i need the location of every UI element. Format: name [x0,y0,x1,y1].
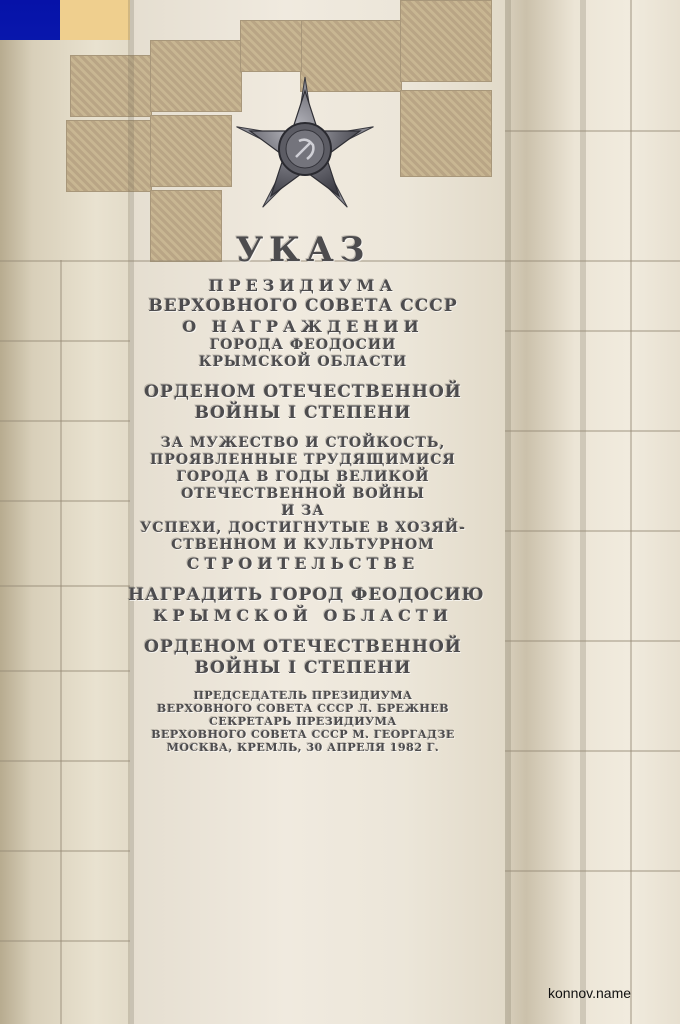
inscription-line: ОРДЕНОМ ОТЕЧЕСТВЕННОЙ [144,382,462,402]
masonry-joint [0,940,130,942]
rough-stone-block [150,115,232,187]
inscription-line: И ЗА [281,503,325,519]
masonry-joint [505,870,680,872]
inscription-line: УСПЕХИ, ДОСТИГНУТЫЕ В ХОЗЯЙ- [140,520,466,536]
order-star-emblem [232,74,378,224]
inscription-line: ПРЕЗИДИУМА [208,276,398,295]
signature-line: СЕКРЕТАРЬ ПРЕЗИДИУМА [209,715,397,728]
signature-line: ВЕРХОВНОГО СОВЕТА СССР Л. БРЕЖНЕВ [156,702,450,715]
masonry-joint [0,850,130,852]
masonry-joint [0,420,130,422]
rough-stone-block [66,120,152,192]
inscription-line: ГОРОДА ФЕОДОСИИ [209,337,397,353]
watermark: konnov.name [548,985,632,1001]
signature-line: ВЕРХОВНОГО СОВЕТА СССР М. ГЕОРГАДЗЕ [151,728,455,741]
inscription-line: ВОЙНЫ I СТЕПЕНИ [194,658,412,678]
masonry-joint [630,0,632,1024]
masonry-joint [0,585,130,587]
rough-stone-block [400,0,492,82]
inscription-line: ВЕРХОВНОГО СОВЕТА СССР [148,296,458,316]
rough-stone-block [70,55,152,117]
inscription-line: ПРОЯВЛЕННЫЕ ТРУДЯЩИМИСЯ [150,452,456,468]
inscription-line: ЗА МУЖЕСТВО И СТОЙКОСТЬ, [160,435,446,451]
inscription-line: ОТЕЧЕСТВЕННОЙ ВОЙНЫ [181,486,425,502]
masonry-joint [60,260,62,1024]
masonry-joint [0,340,130,342]
masonry-joint [505,750,680,752]
signature-line: МОСКВА, КРЕМЛЬ, 30 АПРЕЛЯ 1982 Г. [166,741,440,754]
decree-title: УКАЗ [235,230,371,270]
rough-stone-block [240,20,302,72]
masonry-joint [505,430,680,432]
masonry-joint [505,130,680,132]
masonry-joint [505,530,680,532]
inscription-line: НАГРАДИТЬ ГОРОД ФЕОДОСИЮ [128,585,485,605]
inscription-line: КРЫМСКОЙ ОБЛАСТИ [153,606,453,625]
signature-line: ПРЕДСЕДАТЕЛЬ ПРЕЗИДИУМА [193,689,413,702]
rough-stone-block [400,90,492,177]
masonry-joint [505,640,680,642]
inscription-line: О НАГРАЖДЕНИИ [182,317,424,336]
inscription-line: СТРОИТЕЛЬСТВЕ [186,554,420,573]
masonry-joint [0,760,130,762]
inscription-line: ГОРОДА В ГОДЫ ВЕЛИКОЙ [176,469,430,485]
inscription-line: КРЫМСКОЙ ОБЛАСТИ [198,354,408,370]
inscription-line: ОРДЕНОМ ОТЕЧЕСТВЕННОЙ [144,637,462,657]
inscription-line: ВОЙНЫ I СТЕПЕНИ [194,403,412,423]
masonry-joint [0,670,130,672]
decree-inscription [128,230,485,754]
rough-stone-block [150,40,242,112]
masonry-joint [505,330,680,332]
masonry-joint [0,500,130,502]
inscription-line: СТВЕННОМ И КУЛЬТУРНОМ [171,537,435,553]
